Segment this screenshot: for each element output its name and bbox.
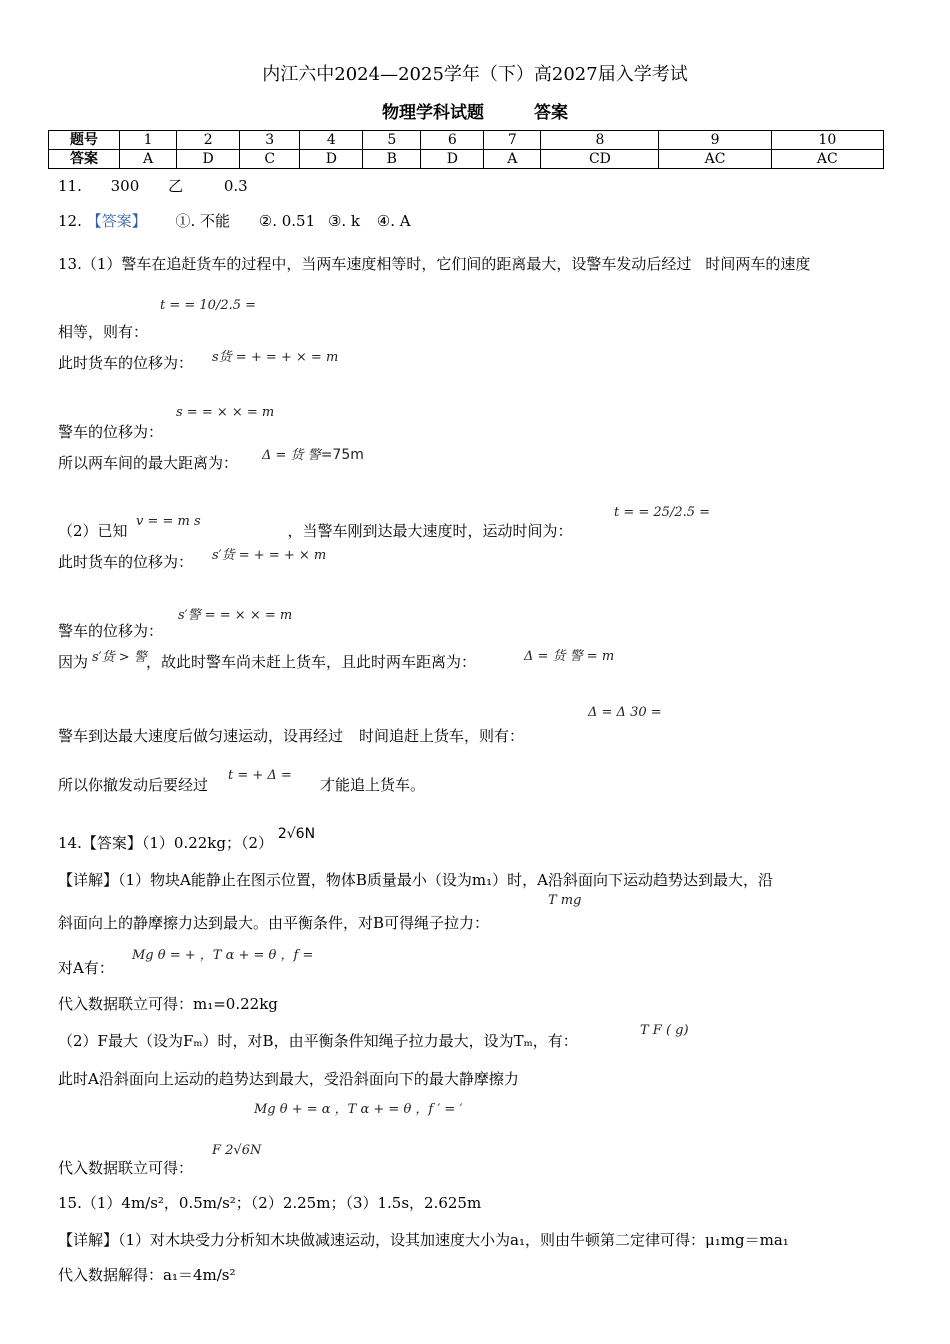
q14-line-1: 【详解】（1）物块A能静止在图示位置，物体B质量最小（设为m₁）时，A沿斜面向下运动趋势达到最大，沿	[58, 871, 773, 889]
q11-answer-2: 乙	[168, 177, 184, 195]
formula-dt: Δ = Δ 30 =	[588, 705, 662, 720]
question-number: 10	[771, 131, 883, 150]
formula-a-balance-2: Mg θ + = α ，T α + = θ ，f ′ = ′	[254, 1102, 463, 1117]
q12-answer-tag: 【答案】	[86, 212, 147, 230]
formula-s-police-2: s′警 = = × × = m	[178, 608, 293, 623]
question-number: 9	[659, 131, 771, 150]
question-number: 8	[541, 131, 659, 150]
q12-answer-3: ③. k	[327, 212, 361, 230]
q14-line-6: 此时A沿斜面向上运动的趋势达到最大，受沿斜面向下的最大静摩擦力	[58, 1070, 519, 1088]
q13-text: 13.（1）警车在追赶货车的过程中，当两车速度相等时，它们间的距离最大，设警车发动后经过	[58, 255, 692, 273]
q11-answer-3: 0.3	[223, 177, 248, 195]
question-number: 1	[120, 131, 177, 150]
answer-cell: D	[421, 150, 484, 169]
formula-s-truck: s货 = + = + × = m	[212, 350, 339, 365]
answer-label: 答案	[49, 150, 120, 169]
q12-answer-1: ①. 不能	[175, 212, 230, 230]
formula-total-time: t = + Δ =	[228, 768, 292, 783]
answer-cell: B	[363, 150, 421, 169]
subtitle-right: 答案	[533, 103, 568, 123]
q12-answer-4: ④. A	[376, 212, 411, 230]
q13-text: 时间两车的速度	[705, 255, 811, 273]
formula-compare: s′货 > 警	[92, 650, 147, 665]
answer-cell: A	[484, 150, 541, 169]
q13-text: 时间追赶上货车，则有：	[359, 727, 525, 745]
header-label: 题号	[49, 131, 120, 150]
question-number: 7	[484, 131, 541, 150]
q13-text: 所以你撤发动后要经过	[58, 776, 209, 794]
question-number: 5	[363, 131, 421, 150]
q12-number: 12.	[58, 212, 82, 230]
q13-para-8: 警车的位移为：	[58, 622, 164, 640]
q13-para-7: 此时货车的位移为：	[58, 553, 194, 571]
formula-s-truck-2: s′货 = + = + × m	[212, 548, 327, 563]
q14-line-4: 代入数据联立可得：m₁=0.22kg	[58, 995, 278, 1013]
formula-f-max: F 2√6N	[212, 1143, 262, 1158]
question-number: 3	[240, 131, 300, 150]
q13-para-1	[58, 253, 810, 274]
q13-text: 才能追上货车。	[320, 776, 426, 794]
table-row	[49, 131, 884, 150]
q14-answer-text: 14.【答案】（1）0.22kg；（2）	[58, 834, 274, 852]
formula-distance-2: Δ = 货 警 = m	[524, 649, 615, 664]
q14-head	[58, 826, 316, 853]
q14-line-8: 代入数据联立可得：	[58, 1159, 194, 1177]
page-subtitle	[0, 98, 950, 123]
answer-cell: AC	[659, 150, 771, 169]
q13-text: ，故此时警车尚未赶上货车，且此时两车距离为：	[146, 653, 477, 671]
q13-text: ，当警车刚到达最大速度时，运动时间为：	[287, 522, 573, 540]
q14-line-3: 对A有：	[58, 959, 114, 977]
q13-text: 因为	[58, 653, 89, 671]
table-row	[49, 150, 884, 169]
formula-part: Δ = 货 警	[262, 448, 321, 463]
answer-cell: CD	[541, 150, 659, 169]
subtitle-left: 物理学科试题	[382, 103, 485, 123]
answer-table	[48, 130, 884, 169]
q14-line-2: 斜面向上的静摩擦力达到最大。由平衡条件，对B可得绳子拉力：	[58, 914, 490, 932]
question-number: 2	[177, 131, 240, 150]
q13-text: 警车到达最大速度后做匀速运动，设再经过	[58, 727, 344, 745]
formula-max-distance	[262, 444, 364, 463]
q15-head: 15.（1）4m/s²，0.5m/s²；（2）2.25m；（3）1.5s，2.625m	[58, 1194, 482, 1212]
formula-t2: t = = 25/2.5 =	[614, 505, 711, 520]
page-title: 内江六中2024—2025学年（下）高2027届入学考试	[262, 64, 688, 85]
q15-line-2: 代入数据解得：a₁＝4m/s²	[58, 1266, 236, 1284]
question-number: 4	[300, 131, 363, 150]
answer-cell: C	[240, 150, 300, 169]
answer-cell: D	[300, 150, 363, 169]
q11-line	[58, 175, 248, 196]
q12-answer-2: ②. 0.51	[258, 212, 316, 230]
q11-number: 11.	[58, 177, 82, 195]
q13-para-2: 相等，则有：	[58, 323, 149, 341]
q14-answer-2: 2√6N	[277, 826, 316, 842]
answer-cell: AC	[771, 150, 883, 169]
q13-text: （2）已知	[58, 522, 128, 540]
formula-tension: T mg	[548, 893, 582, 908]
q13-para-10	[58, 725, 524, 746]
q13-text: 所以两车间的最大距离为：	[58, 454, 239, 472]
formula-vmax: v = = m s	[136, 514, 201, 529]
answer-cell: A	[120, 150, 177, 169]
max-distance-value: =75m	[320, 447, 364, 463]
q12-line	[58, 210, 411, 231]
question-number: 6	[421, 131, 484, 150]
q13-para-5	[58, 452, 238, 473]
formula-t1: t = = 10/2.5 =	[160, 298, 257, 313]
formula-a-balance: Mg θ = + ，T α + = θ ，f =	[132, 948, 314, 963]
q13-para-4: 警车的位移为：	[58, 423, 164, 441]
q13-para-3: 此时货车的位移为：	[58, 354, 194, 372]
formula-tension-max: T F ( g)	[640, 1023, 689, 1038]
formula-s-police: s = = × × = m	[176, 405, 275, 420]
q11-answer-1: 300	[110, 177, 140, 195]
q14-line-5: （2）F最大（设为Fₘ）时，对B，由平衡条件知绳子拉力最大，设为Tₘ，有：	[58, 1032, 578, 1050]
answer-cell: D	[177, 150, 240, 169]
q15-line-1: 【详解】（1）对木块受力分析知木块做减速运动，设其加速度大小为a₁，则由牛顿第二定律可得：μ₁mg＝ma₁	[58, 1231, 789, 1249]
